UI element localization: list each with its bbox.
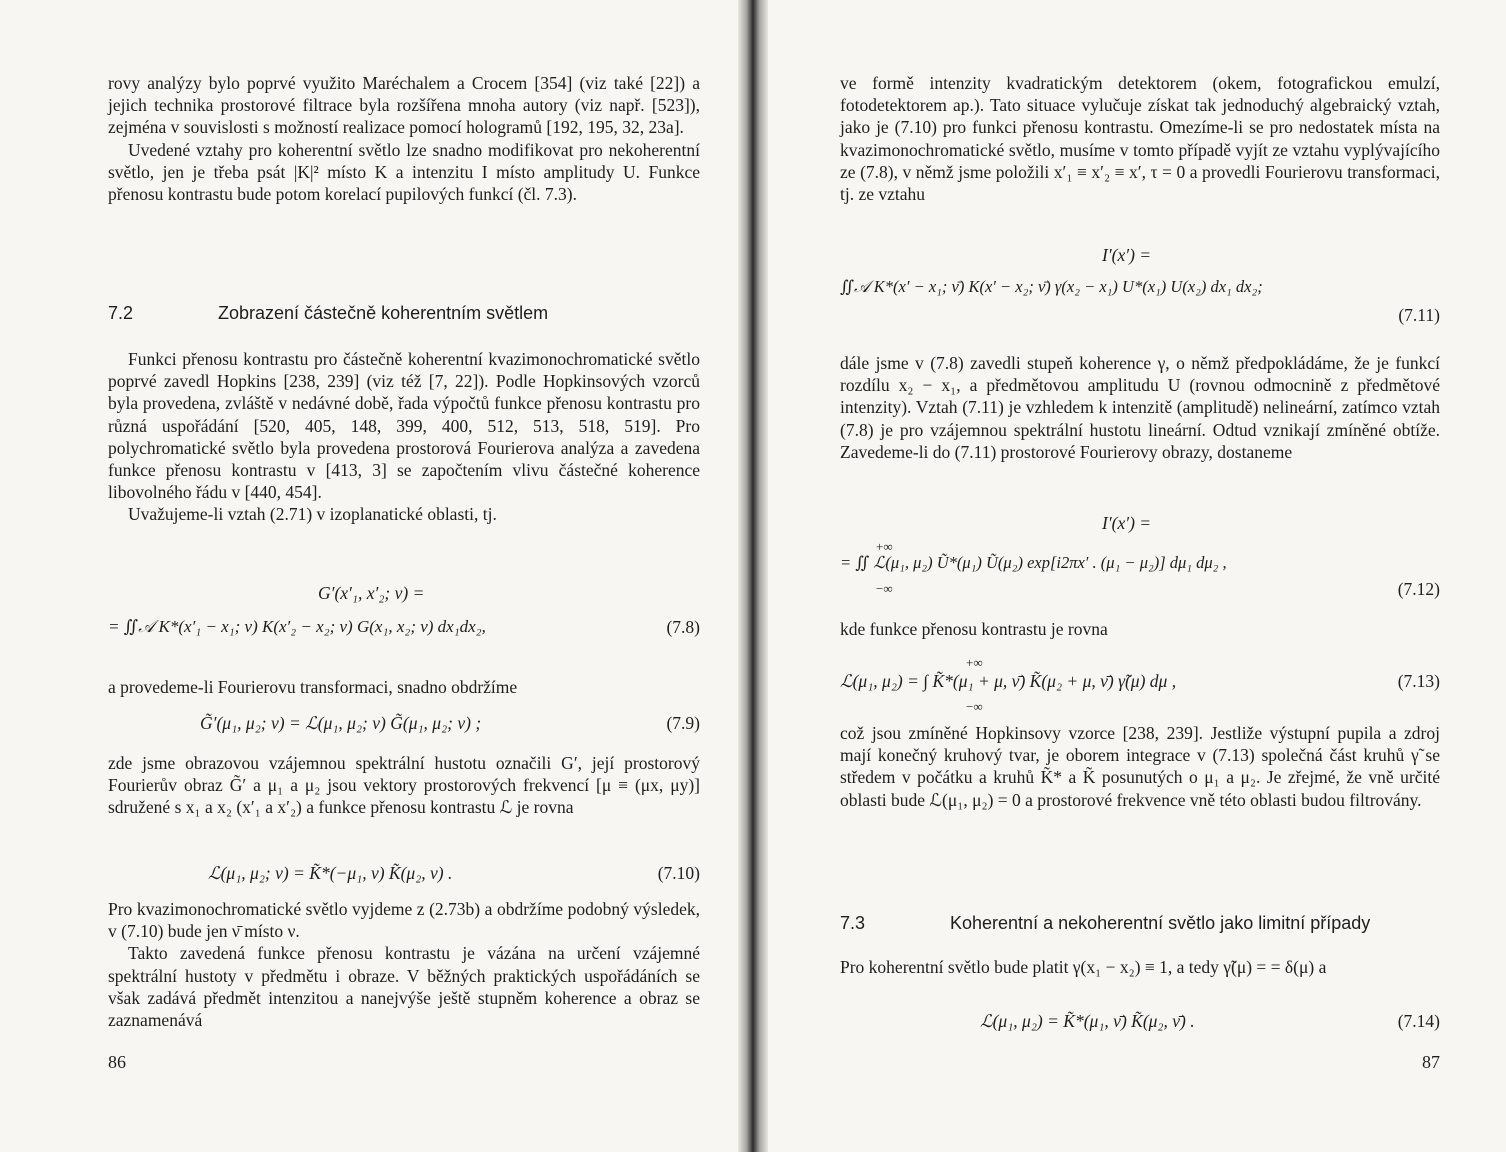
equation-7-9-tag: (7.9) — [666, 713, 700, 733]
equation-7-14-body: ℒ(μ₁, μ₂) = K̃*(μ₁, ν̄) K̃(μ₂, ν̄) . — [980, 1011, 1195, 1031]
equation-7-13-body: ℒ(μ₁, μ₂) = ∫ K̃*(μ₁ + μ, ν̄) K̃(μ₂ + μ, ν̄) γ̃(μ) dμ , — [840, 671, 1177, 691]
paragraph-quasimono: Pro kvazimonochromatické světlo vyjdeme z (2.73b) a obdržíme podobný výsledek, v (7.10) bude jen ν̄ místo ν. — [108, 899, 700, 942]
right-coherent-block — [840, 956, 1440, 978]
paragraph-spectral: zde jsme obrazovou vzájemnou spektrální hustotu označili G′, její prostorový Fourierův obraz G̃′ a μ₁ a μ₂ jsou vektory prostorových frekvencí [μ ≡ (μx, μy)] sdružené s x₁ a x₂ (x′₁ a x′₂) a funkce přenosu kontrastu ℒ je rovna — [108, 753, 700, 818]
equation-7-8-tag: (7.8) — [666, 617, 700, 637]
paragraph-hopkins-formulas: což jsou zmíněné Hopkinsovy vzorce [238, 239]. Jestliže výstupní pupila a zdroj mají konečný kruhový tvar, je oborem integrace v (7.13) společná část kruhů γ̃ se středem v počátku a kruhů K̃* a K̃ posunutých o μ₁ a μ₂. Je zřejmé, že vně určité oblasti bude ℒ(μ₁, μ₂) = 0 a prostorové frekvence vně této oblasti budou filtrovány. — [840, 723, 1440, 810]
equation-7-8-rhs: = ∬𝒜 K*(x′₁ − x₁; ν) K(x′₂ − x₂; ν) G(x₁, x₂; ν) dx₁dx₂, — [108, 617, 486, 636]
equation-7-12 — [840, 512, 1440, 604]
equation-7-10-body: ℒ(μ₁, μ₂; ν) = K̃*(−μ₁, ν) K̃(μ₂, ν) . — [208, 863, 453, 883]
paragraph-incoherent-light: Uvedené vztahy pro koherentní světlo lze snadno modifikovat pro nekoherentní světlo, jen je třeba psát |K|² místo K a intenzitu I místo amplitudy U. Funkce přenosu kontrastu bude potom korelací pupilových funkcí (čl. 7.3). — [108, 139, 700, 205]
equation-7-10 — [108, 862, 700, 890]
right-coherence-block — [840, 352, 1440, 463]
paragraph-detector: ve formě intenzity kvadratickým detektorem (okem, fotografickou emulzí, fotodetektorem ap.). Tato situace vylučuje získat tak jednoduchý algebraický vztah, jako je (7.10) pro funkci přenosu kontrastu. Omezíme-li se pro nedostatek místa na kvazimonochromatické světlo, musíme v tomto případě vyjít ze vztahu vyplývajícího ze (7.8), v němž jsme položili x′₁ ≡ x′₂ ≡ x′, τ = 0 a provedli Fourierovu transformaci, tj. ze vztahu — [840, 73, 1440, 205]
left-section-body — [108, 348, 700, 526]
left-closing-block — [108, 898, 700, 1031]
right-text-column — [840, 72, 1440, 205]
paragraph-coherent: Pro koherentní světlo bude platit γ(x₁ − x₂) ≡ 1, a tedy γ̃(μ) = = δ(μ) a — [840, 957, 1327, 977]
equation-7-12-upper-limit: +∞ — [876, 539, 893, 554]
paragraph-fourier: a provedeme-li Fourierovu transformaci, snadno obdržíme — [108, 677, 518, 697]
equation-7-14-tag: (7.14) — [1397, 1011, 1440, 1031]
right-page — [758, 0, 1506, 1152]
equation-7-11 — [840, 244, 1440, 330]
section-title: Zobrazení částečně koherentním světlem — [218, 303, 549, 323]
page-number-left: 86 — [108, 1052, 126, 1072]
paragraph-consider: Uvažujeme-li vztah (2.71) v izoplanatické oblasti, tj. — [128, 504, 497, 525]
left-page — [0, 0, 748, 1152]
paragraph-hopkins: Funkci přenosu kontrastu pro částečně koherentní kvazimonochromatické světlo poprvé zavedl Hopkins [238, 239] (viz též [7, 22]). Podle Hopkinsových vzorců byla provedena, zvláště v nedávné době, řada výpočtů funkce přenosu kontrastu pro různá uspořádání [520, 405, 148, 399, 400, 512, 513, 518, 519]. Pro polychromatické světlo byla provedena prostorová Fourierova analýza a zavedena funkce přenosu kontrastu v [413, 3] se započtením vlivu částečné koherence libovolného řádu v [440, 454]. — [108, 349, 700, 503]
section-7-3-heading — [840, 912, 1440, 936]
paragraph-defined: Takto zavedená funkce přenosu kontrastu je vázána na určení vzájemné spektrální hustoty v předmětu i obraze. V běžných praktických uspořádáních se však zadává předmět intenzitou a nanejvýše ještě stupněm koherence a obraz se zaznamenává — [108, 943, 700, 1031]
left-spectral-block — [108, 752, 700, 819]
equation-7-11-tag: (7.11) — [1398, 305, 1440, 325]
left-text-column — [108, 72, 700, 205]
paragraph-coherence: dále jsme v (7.8) zavedli stupeň koherence γ, o němž předpokládáme, že je funkcí rozdílu x₂ − x₁, a předmětovou amplitudu U (rovnou odmocnině z předmětové intenzity). Vztah (7.11) je vzhledem k intenzitě (amplitudě) nelineární, zatímco vztah (7.8) je pro vzájemnou spektrální hustotu lineární. Odtud vznikají zmíněné obtíže. Zavedeme-li do (7.11) prostorové Fourierovy obrazy, dostaneme — [840, 353, 1440, 462]
equation-7-12-tag: (7.12) — [1397, 579, 1440, 599]
equation-7-14 — [840, 1010, 1440, 1038]
equation-7-13-upper-limit: +∞ — [966, 655, 983, 670]
equation-7-13 — [840, 652, 1440, 716]
equation-7-9 — [108, 712, 700, 740]
left-fourier-block — [108, 676, 700, 698]
section-number: 7.3 — [840, 913, 866, 933]
paragraph-intro: rovy analýzy bylo poprvé využito Maréchalem a Crocem [354] (viz také [22]) a jejich technika prostorové filtrace byla rozšířena mnoha autory (viz např. [523]), zejména v souvislosti s možností realizace pomocí hologramů [192, 195, 32, 23a]. — [108, 73, 700, 138]
paragraph-where: kde funkce přenosu kontrastu je rovna — [840, 619, 1108, 639]
section-title: Koherentní a nekoherentní světlo jako limitní případy — [950, 913, 1371, 933]
section-number: 7.2 — [108, 303, 134, 323]
right-where-block — [840, 618, 1440, 640]
equation-7-13-lower-limit: −∞ — [966, 699, 983, 714]
equation-7-10-tag: (7.10) — [657, 863, 700, 883]
equation-7-8 — [108, 582, 700, 646]
page-number-right: 87 — [1422, 1052, 1440, 1072]
equation-7-13-tag: (7.13) — [1397, 671, 1440, 691]
book-gutter — [738, 0, 768, 1152]
equation-7-12-lhs: I′(x′) = — [1102, 513, 1152, 533]
equation-7-9-body: G̃′(μ₁, μ₂; ν) = ℒ(μ₁, μ₂; ν) G̃(μ₁, μ₂; ν) ; — [200, 713, 482, 733]
right-hopkins-block — [840, 722, 1440, 811]
equation-7-12-rhs: = ∬ ℒ(μ₁, μ₂) Ũ*(μ₁) Ũ(μ₂) exp[i2πx′ . (μ₁ − μ₂)] dμ₁ dμ₂ , — [840, 553, 1227, 572]
section-7-2-heading — [108, 302, 700, 326]
equation-7-11-rhs: ∬𝒜 K*(x′ − x₁; ν̄) K(x′ − x₂; ν̄) γ(x₂ − x₁) U*(x₁) U(x₂) dx₁ dx₂; — [840, 277, 1263, 296]
equation-7-11-lhs: I′(x′) = — [1102, 245, 1152, 265]
equation-7-12-lower-limit: −∞ — [876, 581, 893, 596]
equation-7-8-lhs: G′(x′₁, x′₂; ν) = — [318, 583, 425, 603]
